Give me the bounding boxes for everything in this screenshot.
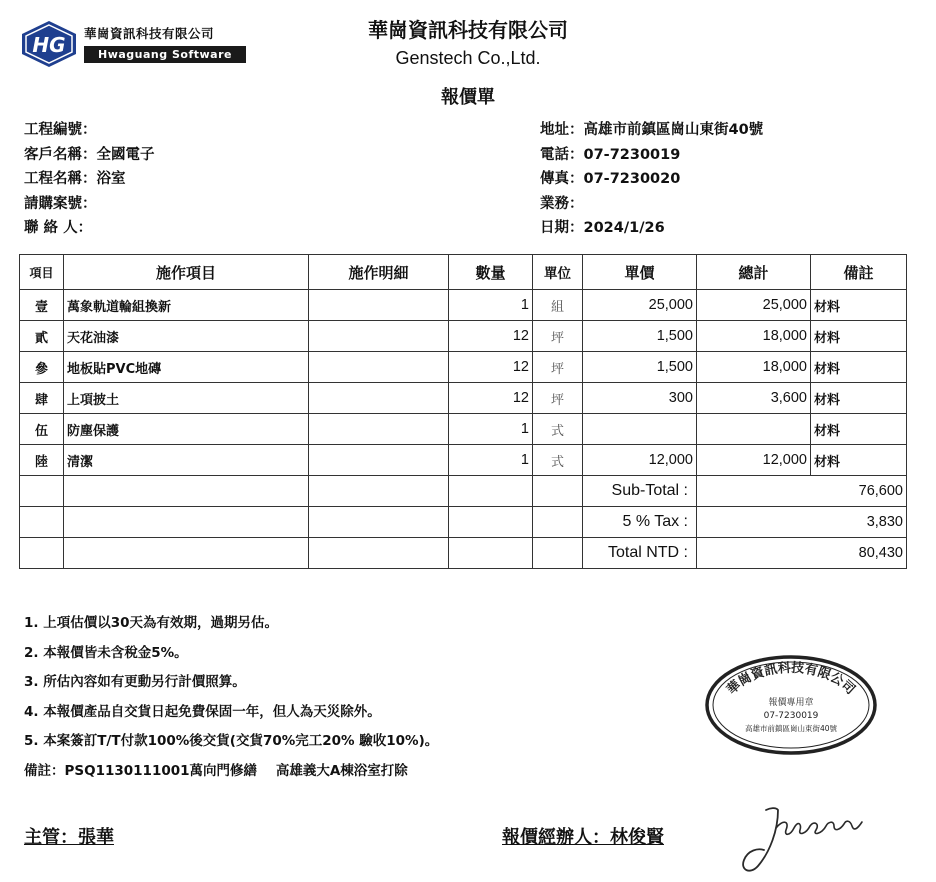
- note-line: 5. 本案簽訂T/T付款100%後交貨(交貨70%完工20% 驗收10%)。: [24, 733, 439, 749]
- row-total: 25,000: [697, 290, 811, 321]
- total-label: Total NTD :: [583, 538, 697, 569]
- subtotal-label: Sub-Total :: [583, 476, 697, 507]
- table-row: [20, 445, 907, 476]
- empty-cell: [449, 476, 533, 507]
- table-row: [20, 290, 907, 321]
- row-item: 萬象軌道輪組換新: [64, 290, 309, 321]
- info-value: 浴室: [96, 171, 126, 187]
- row-total: [697, 414, 811, 445]
- row-price: [583, 414, 697, 445]
- row-price: 12,000: [583, 445, 697, 476]
- row-unit: 坪: [533, 352, 583, 383]
- col-header-unit: 單位: [533, 255, 583, 290]
- empty-cell: [449, 507, 533, 538]
- summary-row-tax: [20, 507, 907, 538]
- col-header-detail: 施作明細: [309, 255, 449, 290]
- col-header-note: 備註: [811, 255, 907, 290]
- table-row: [20, 352, 907, 383]
- stamp-line3: 高雄市前鎮區崗山東街40號: [744, 724, 838, 733]
- company-name-cn: 華崗資訊科技有限公司: [368, 18, 568, 42]
- col-header-index: 項目: [20, 255, 64, 290]
- note-line: 1. 上項估價以30天為有效期，過期另估。: [24, 615, 279, 631]
- row-qty: 12: [449, 383, 533, 414]
- info-label: 工程編號：: [24, 122, 97, 138]
- manager-signature-line: 主管：張華: [24, 827, 114, 848]
- info-project-name: [24, 167, 155, 192]
- tax-value: 3,830: [697, 507, 907, 538]
- empty-cell: [533, 476, 583, 507]
- row-price: 1,500: [583, 321, 697, 352]
- stamp-arc-text: 華崗資訊科技有限公司: [724, 660, 858, 698]
- tax-label: 5 % Tax :: [583, 507, 697, 538]
- company-stamp: [704, 654, 878, 756]
- summary-row-total: [20, 538, 907, 569]
- row-qty: 12: [449, 321, 533, 352]
- total-value: 80,430: [697, 538, 907, 569]
- logo-company-en: Hwaguang Software: [84, 46, 246, 63]
- info-purchase-no: [24, 192, 155, 217]
- info-phone: [540, 143, 763, 168]
- row-price: 1,500: [583, 352, 697, 383]
- handwritten-signature: [728, 790, 878, 880]
- row-index: 陸: [20, 445, 64, 476]
- info-label: 傳真：: [540, 171, 584, 187]
- row-note: 材料: [811, 383, 907, 414]
- info-sales: [540, 192, 763, 217]
- row-qty: 12: [449, 352, 533, 383]
- row-item: 地板貼PVC地磚: [64, 352, 309, 383]
- row-index: 肆: [20, 383, 64, 414]
- row-detail: [309, 321, 449, 352]
- empty-cell: [533, 538, 583, 569]
- note-line: 4. 本報價產品自交貨日起免費保固一年，但人為天災除外。: [24, 703, 381, 720]
- info-value: 07-7230019: [583, 146, 681, 163]
- col-header-price: 單價: [583, 255, 697, 290]
- empty-cell: [64, 507, 309, 538]
- row-detail: [309, 383, 449, 414]
- row-qty: 1: [449, 290, 533, 321]
- row-detail: [309, 352, 449, 383]
- row-unit: 組: [533, 290, 583, 321]
- empty-cell: [309, 507, 449, 538]
- table-header-row: [20, 255, 907, 290]
- terms-notes: [24, 609, 438, 786]
- info-value: 07-7230020: [583, 171, 681, 187]
- row-price: 25,000: [583, 290, 697, 321]
- col-header-total: 總計: [697, 255, 811, 290]
- row-total: 18,000: [697, 321, 811, 352]
- row-item: 清潔: [64, 445, 309, 476]
- info-value: 2024/1/26: [583, 220, 665, 236]
- table-row: [20, 383, 907, 414]
- note-line: 備註：PSQ1130111001萬向門修繕 高雄義大A棟浴室打除: [24, 762, 408, 779]
- row-qty: 1: [449, 414, 533, 445]
- info-label: 日期：: [540, 220, 584, 236]
- customer-info: [24, 118, 155, 241]
- summary-row-subtotal: [20, 476, 907, 507]
- info-value: 高雄市前鎮區崗山東街40號: [583, 122, 764, 138]
- empty-cell: [449, 538, 533, 569]
- info-contact: [24, 216, 155, 241]
- info-label: 地址：: [540, 122, 584, 138]
- row-unit: 坪: [533, 383, 583, 414]
- info-label: 聯 絡 人：: [24, 220, 93, 236]
- row-detail: [309, 414, 449, 445]
- row-index: 壹: [20, 290, 64, 321]
- table-row: [20, 321, 907, 352]
- info-label: 工程名稱：: [24, 171, 97, 187]
- row-index: 貳: [20, 321, 64, 352]
- info-label: 電話：: [540, 146, 584, 163]
- row-note: 材料: [811, 445, 907, 476]
- col-header-qty: 數量: [449, 255, 533, 290]
- col-header-item: 施作項目: [64, 255, 309, 290]
- info-customer-name: [24, 143, 155, 168]
- row-item: 防塵保護: [64, 414, 309, 445]
- row-index: 伍: [20, 414, 64, 445]
- empty-cell: [64, 538, 309, 569]
- empty-cell: [533, 507, 583, 538]
- stamp-line2: 07-7230019: [763, 711, 819, 721]
- row-qty: 1: [449, 445, 533, 476]
- info-date: [540, 216, 763, 241]
- row-note: 材料: [811, 290, 907, 321]
- empty-cell: [64, 476, 309, 507]
- table-row: [20, 414, 907, 445]
- info-value: 全國電子: [96, 146, 155, 163]
- empty-cell: [20, 538, 64, 569]
- row-total: 3,600: [697, 383, 811, 414]
- empty-cell: [309, 538, 449, 569]
- empty-cell: [309, 476, 449, 507]
- note-line: 2. 本報價皆未含稅金5%。: [24, 644, 188, 661]
- info-address: [540, 118, 763, 143]
- document-title: 報價單: [441, 87, 495, 108]
- info-fax: [540, 167, 763, 192]
- row-item: 天花油漆: [64, 321, 309, 352]
- empty-cell: [20, 476, 64, 507]
- logo-company-cn: 華崗資訊科技有限公司: [84, 26, 215, 41]
- row-item: 上項披土: [64, 383, 309, 414]
- row-unit: 式: [533, 445, 583, 476]
- info-label: 客戶名稱：: [24, 146, 97, 163]
- quote-table: [19, 254, 907, 569]
- info-project-no: [24, 118, 155, 143]
- handler-signature-line: 報價經辦人：林俊賢: [502, 827, 664, 848]
- note-line: 3. 所估內容如有更動另行計價照算。: [24, 674, 246, 690]
- row-detail: [309, 290, 449, 321]
- row-index: 參: [20, 352, 64, 383]
- empty-cell: [20, 507, 64, 538]
- row-price: 300: [583, 383, 697, 414]
- row-note: 材料: [811, 321, 907, 352]
- logo-mark-text: HG: [32, 33, 66, 57]
- company-name-en: Genstech Co.,Ltd.: [395, 48, 541, 68]
- row-total: 12,000: [697, 445, 811, 476]
- row-detail: [309, 445, 449, 476]
- info-label: 業務：: [540, 195, 584, 212]
- info-label: 請購案號：: [24, 195, 97, 212]
- company-info: [540, 118, 763, 241]
- row-note: 材料: [811, 414, 907, 445]
- row-unit: 坪: [533, 321, 583, 352]
- row-total: 18,000: [697, 352, 811, 383]
- row-note: 材料: [811, 352, 907, 383]
- stamp-line1: 報價專用章: [768, 698, 814, 708]
- subtotal-value: 76,600: [697, 476, 907, 507]
- row-unit: 式: [533, 414, 583, 445]
